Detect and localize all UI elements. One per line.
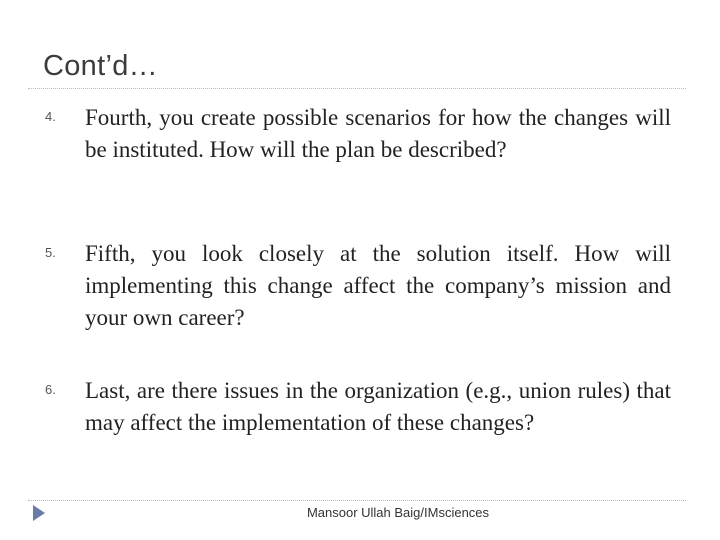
- slide-title: Cont’d…: [43, 50, 158, 82]
- list-item-text: Last, are there issues in the organization (e.g., union rules) that may affect the implementation of these changes?: [85, 378, 671, 435]
- list-item-text: Fifth, you look closely at the solution itself. How will implementing this change affect the company’s mission and your own career?: [85, 241, 671, 330]
- footer-credit: Mansoor Ullah Baig/IMsciences: [306, 505, 490, 520]
- list-item-text: Fourth, you create possible scenarios for how the changes will be instituted. How will the plan be described?: [85, 105, 671, 162]
- footer-divider: [28, 500, 686, 501]
- list-item-number: 6.: [45, 382, 56, 397]
- title-divider: [28, 88, 686, 89]
- list-item-number: 5.: [45, 245, 56, 260]
- list-item-number: 4.: [45, 109, 56, 124]
